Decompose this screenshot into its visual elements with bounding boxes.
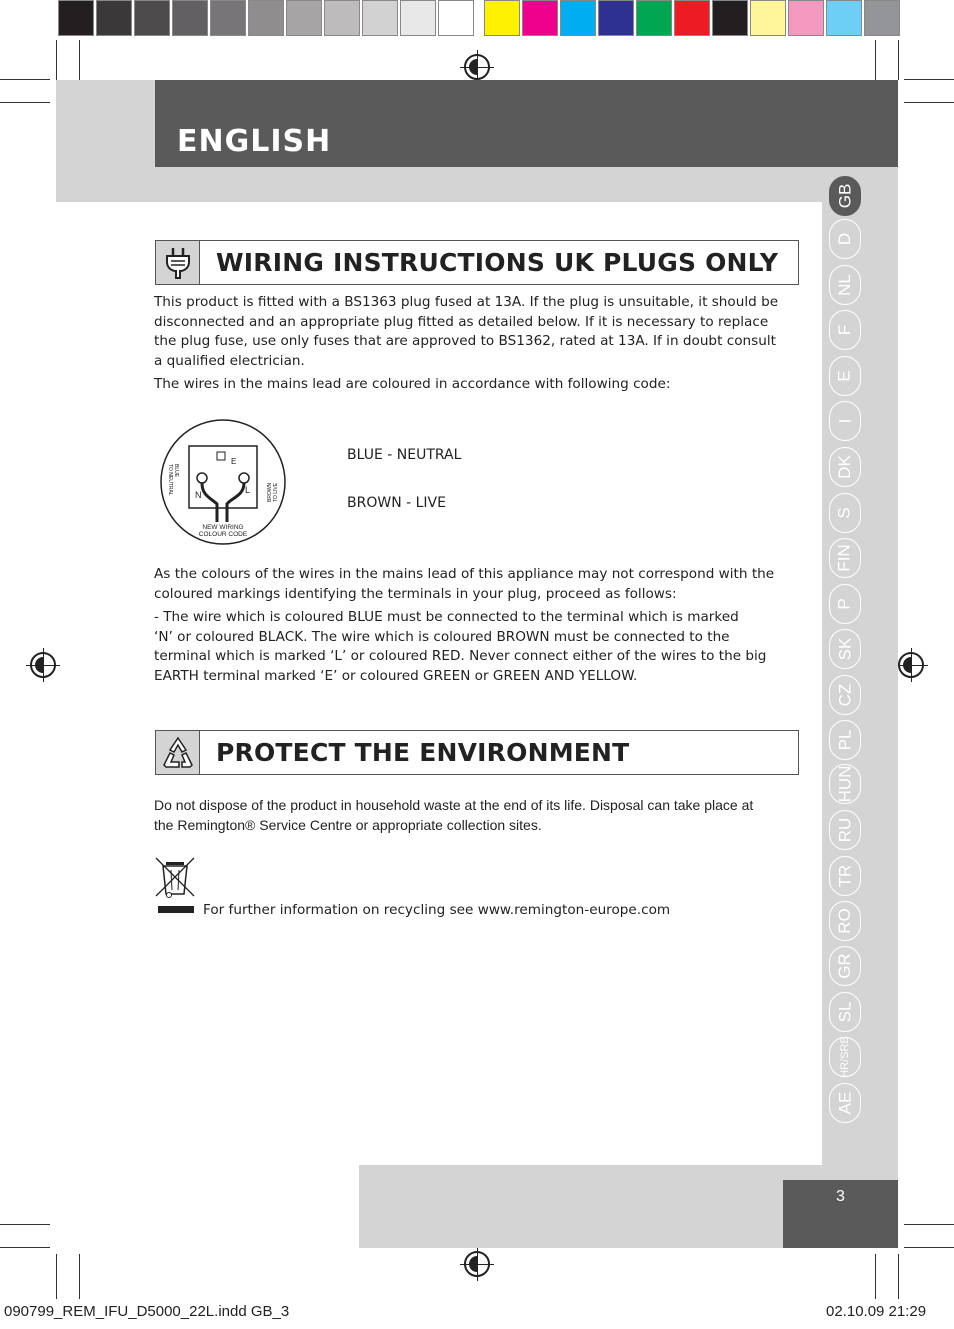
language-tab-label: P	[835, 598, 854, 610]
color-swatch	[788, 0, 824, 36]
language-tab-sl[interactable]	[829, 992, 861, 1032]
language-tab-sk[interactable]	[829, 629, 861, 669]
language-tab-d[interactable]	[829, 219, 861, 259]
diagram-right-text: TO LIVE	[273, 482, 279, 502]
wiring-paragraph-1	[154, 293, 779, 371]
crop-mark	[79, 1254, 80, 1299]
crop-mark	[904, 102, 954, 103]
text-line: the plug fuse, use only fuses that are approved to BS1362, rated at 13A. If in doubt consult	[154, 333, 776, 349]
crop-mark	[0, 79, 50, 80]
color-calibration-bar	[484, 0, 902, 38]
wiring-paragraph-3	[154, 565, 779, 604]
crop-mark	[56, 1254, 57, 1299]
crop-mark	[0, 1247, 50, 1248]
language-tab-i[interactable]	[829, 401, 861, 441]
page-title: ENGLISH	[177, 124, 332, 159]
text-line: As the colours of the wires in the mains lead of this appliance may not correspond with the	[154, 566, 775, 582]
language-tab-label: NL	[834, 274, 854, 296]
language-tab-label: D	[835, 232, 854, 246]
recycle-icon	[156, 731, 200, 774]
weee-bin-icon	[154, 856, 196, 914]
language-tab-label: DK	[835, 455, 854, 479]
diagram-left-text: TO NEUTRAL	[167, 464, 173, 496]
crop-mark	[904, 1224, 954, 1225]
gray-swatch	[58, 0, 94, 36]
language-tab-label: AE	[835, 1091, 854, 1115]
language-tab-label: SK	[835, 637, 854, 661]
registration-mark	[464, 54, 490, 80]
language-tab-label: S	[835, 507, 854, 519]
gray-calibration-bar	[58, 0, 476, 38]
language-tab-label: TR	[834, 864, 854, 888]
language-tab-label: RO	[835, 908, 854, 934]
language-tab-label: E	[835, 370, 854, 382]
gray-swatch	[400, 0, 436, 36]
diagram-right-text: BROWN	[267, 482, 273, 502]
language-tab-f[interactable]	[829, 310, 861, 350]
language-tab-label: GB	[835, 183, 854, 209]
language-tab-label: F	[834, 324, 854, 336]
language-tab-nl[interactable]	[829, 265, 861, 305]
color-swatch	[598, 0, 634, 36]
text-line: disconnected and an appropriate plug fitted as detailed below. If it is necessary to replace	[154, 313, 769, 330]
language-tab-pl[interactable]	[829, 720, 861, 760]
header-banner	[155, 80, 898, 167]
language-tab-ru[interactable]	[829, 810, 861, 850]
crop-mark	[875, 40, 876, 80]
language-tab-p[interactable]	[829, 584, 861, 624]
crop-mark	[904, 1247, 954, 1248]
language-tab-hr-srb[interactable]	[829, 1037, 861, 1077]
crop-mark	[0, 102, 50, 103]
color-swatch	[484, 0, 520, 36]
color-swatch	[750, 0, 786, 36]
gray-swatch	[286, 0, 322, 36]
text-line: coloured markings identifying the terminals in your plug, proceed as follows:	[154, 585, 677, 602]
language-tab-dk[interactable]	[829, 447, 861, 487]
color-swatch	[674, 0, 710, 36]
gray-swatch	[134, 0, 170, 36]
diagram-left-text: BLUE	[173, 464, 179, 478]
environment-section-title: PROTECT THE ENVIRONMENT	[216, 738, 630, 767]
gray-swatch	[324, 0, 360, 36]
wiring-section-title: WIRING INSTRUCTIONS UK PLUGS ONLY	[216, 248, 779, 277]
crop-mark	[898, 1254, 899, 1299]
language-tab-gr[interactable]	[829, 946, 861, 986]
wiring-paragraph-4	[154, 608, 779, 686]
language-tab-tr[interactable]	[829, 856, 861, 896]
language-tab-label: HUN	[835, 765, 854, 803]
plug-wiring-diagram	[159, 418, 287, 546]
language-tab-label: FIN	[834, 544, 854, 572]
text-line: EARTH terminal marked ‘E’ or coloured GREEN or GREEN AND YELLOW.	[154, 667, 638, 684]
gray-swatch	[210, 0, 246, 36]
blue-neutral-label: BLUE - NEUTRAL	[347, 447, 462, 463]
language-tab-label: HR/SRB	[839, 1036, 851, 1078]
page-number: 3	[783, 1180, 898, 1248]
plug-icon	[156, 241, 200, 284]
color-swatch	[636, 0, 672, 36]
crop-mark	[56, 40, 57, 80]
language-tab-label: CZ	[834, 683, 854, 707]
language-tab-e[interactable]	[829, 356, 861, 396]
crop-mark	[875, 1254, 876, 1299]
recycle-info-text: For further information on recycling see www.remington-europe.com	[203, 902, 671, 918]
wiring-section-heading	[155, 240, 799, 285]
text-line: ‘N’ or coloured BLACK. The wire which is coloured BROWN must be connected to the	[154, 628, 730, 645]
language-tab-gb[interactable]	[829, 176, 861, 216]
color-swatch	[826, 0, 862, 36]
gray-swatch	[438, 0, 474, 36]
language-tab-label: PL	[834, 729, 854, 751]
language-tab-ae[interactable]	[829, 1083, 861, 1123]
gray-swatch	[172, 0, 208, 36]
language-tab-ro[interactable]	[829, 901, 861, 941]
language-tab-label: SL	[834, 1001, 854, 1023]
color-swatch	[864, 0, 900, 36]
diagram-bottom-text: NEW WIRING	[202, 524, 244, 531]
diagram-bottom-text: COLOUR CODE	[198, 531, 248, 538]
color-swatch	[712, 0, 748, 36]
crop-mark	[79, 40, 80, 80]
text-line: Do not dispose of the product in household waste at the end of its life. Disposal can take place at	[154, 797, 754, 813]
color-swatch	[560, 0, 596, 36]
crop-mark	[0, 1224, 50, 1225]
text-line: This product is fitted with a BS1363 plug fused at 13A. If the plug is unsuitable, it should be	[154, 294, 779, 310]
diagram-label-l: L	[245, 485, 251, 495]
language-tab-hun[interactable]	[829, 764, 861, 804]
brown-live-label: BROWN - LIVE	[347, 495, 446, 511]
diagram-label-e: E	[231, 457, 237, 466]
environment-section-heading	[155, 730, 799, 775]
gray-swatch	[248, 0, 284, 36]
registration-mark	[464, 1251, 490, 1277]
language-tab-label: GR	[835, 953, 854, 979]
diagram-label-n: N	[195, 490, 202, 500]
environment-paragraph	[154, 796, 794, 835]
language-tab-label: RU	[835, 817, 854, 843]
wiring-paragraph-2: The wires in the mains lead are coloured in accordance with following code:	[154, 376, 671, 392]
color-swatch	[522, 0, 558, 36]
text-line: the Remington® Service Centre or appropriate collection sites.	[154, 816, 542, 833]
footer-date: 02.10.09 21:29	[826, 1303, 927, 1320]
text-line: a qualified electrician.	[154, 352, 305, 369]
gray-swatch	[96, 0, 132, 36]
text-line: - The wire which is coloured BLUE must be connected to the terminal which is marked	[154, 609, 739, 625]
language-tab-cz[interactable]	[829, 675, 861, 715]
gray-swatch	[362, 0, 398, 36]
text-line: terminal which is marked ‘L’ or coloured RED. Never connect either of the wires to the big	[154, 648, 767, 664]
footer-filename: 090799_REM_IFU_D5000_22L.indd GB_3	[4, 1303, 290, 1320]
language-tab-label: I	[834, 418, 854, 424]
language-tab-fin[interactable]	[829, 538, 861, 578]
crop-mark	[904, 79, 954, 80]
registration-mark	[30, 652, 56, 678]
registration-mark	[898, 652, 924, 678]
language-tab-s[interactable]	[829, 493, 861, 533]
crop-mark	[898, 40, 899, 80]
